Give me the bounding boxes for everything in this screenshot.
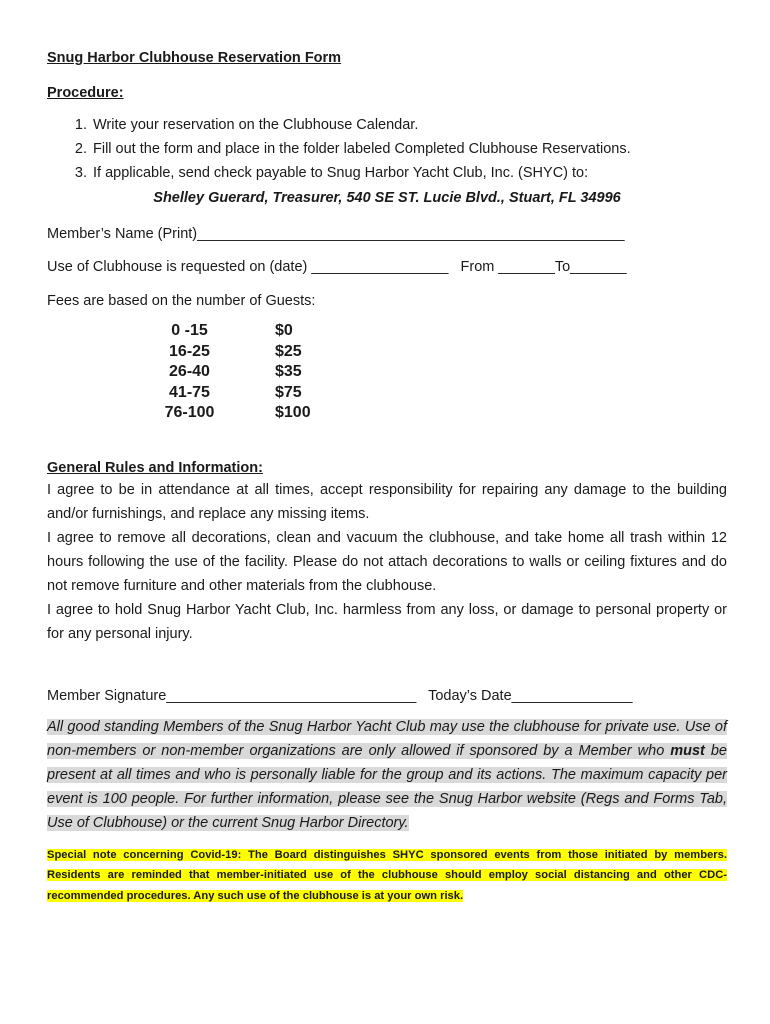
fee-amount: $100 <box>275 404 311 421</box>
fee-amount: $0 <box>275 322 293 339</box>
fees-label: Fees are based on the number of Guests: <box>47 293 316 309</box>
rules-heading: General Rules and Information: <box>47 459 263 476</box>
notice-text-part: be present at all times and who is personally liable for the group and its actions. The maximum capacity per event is 100 people. For further information, please see the Snug Harbor website (Regs and Forms Tab, Use of Clubhouse) or the current Snug Harbor Directory. <box>47 742 727 831</box>
membership-notice <box>47 715 727 835</box>
procedure-list <box>47 113 727 185</box>
reservation-form <box>47 48 727 906</box>
fees-table <box>122 321 311 424</box>
guest-range: 26-40 <box>169 363 210 380</box>
form-title: Snug Harbor Clubhouse Reservation Form <box>47 50 342 66</box>
fee-amount: $25 <box>275 342 302 360</box>
procedure-step: 1. Write your reservation on the Clubhouse Calendar. <box>91 113 727 137</box>
guest-range: 0 -15 <box>171 322 208 339</box>
fee-amount: $35 <box>275 363 302 380</box>
procedure-heading: Procedure: <box>47 85 124 101</box>
rule-paragraph: I agree to remove all decorations, clean and vacuum the clubhouse, and take home all trash within 12 hours following the use of the facility. Please do not attach decorations to walls or ceiling fixtures and do not remove furniture and other materials from the clubhouse. <box>47 529 727 594</box>
treasurer-address: Shelley Guerard, Treasurer, 540 SE ST. Lucie Blvd., Stuart, FL 34996 <box>153 190 621 206</box>
covid-note-text: Special note concerning Covid-19: The Board distinguishes SHYC sponsored events from those initiated by members. Residents are reminded that member-initiated use of the clubhouse should employ social distancing and other CDC-recommended procedures. Any such use of the clubhouse is at your own risk. <box>47 848 727 902</box>
use-date-field[interactable]: Use of Clubhouse is requested on (date) _________________ From _______To_______ <box>47 259 627 275</box>
notice-text-part: All good standing Members of the Snug Harbor Yacht Club may use the clubhouse for private use. Use of non-members or non-member organizations are only allowed if sponsored by a Member who <box>47 718 727 759</box>
member-name-field[interactable]: Member’s Name (Print)_____________________________________________________ <box>47 226 625 242</box>
procedure-step: 3. If applicable, send check payable to Snug Harbor Yacht Club, Inc. (SHYC) to: <box>91 161 727 185</box>
guest-range: 16-25 <box>169 342 210 360</box>
fee-row <box>122 362 311 383</box>
rule-paragraph: I agree to hold Snug Harbor Yacht Club, Inc. harmless from any loss, or damage to personal property or for any personal injury. <box>47 601 727 642</box>
guest-range: 76-100 <box>164 404 215 421</box>
notice-text <box>47 719 727 831</box>
notice-emphasis: must <box>670 742 705 759</box>
procedure-step: 2. Fill out the form and place in the folder labeled Completed Clubhouse Reservations. <box>91 137 727 161</box>
fee-row <box>122 321 311 342</box>
fee-row <box>122 403 311 424</box>
guest-range: 41-75 <box>169 383 210 401</box>
fee-row <box>122 342 311 363</box>
covid-note <box>47 845 727 907</box>
fee-amount: $75 <box>275 383 302 401</box>
rule-paragraph: I agree to be in attendance at all times, accept responsibility for repairing any damage to the building and/or furnishings, and replace any missing items. <box>47 481 727 522</box>
signature-field[interactable]: Member Signature_______________________________ Today’s Date_______________ <box>47 687 633 704</box>
fee-row <box>122 383 311 404</box>
